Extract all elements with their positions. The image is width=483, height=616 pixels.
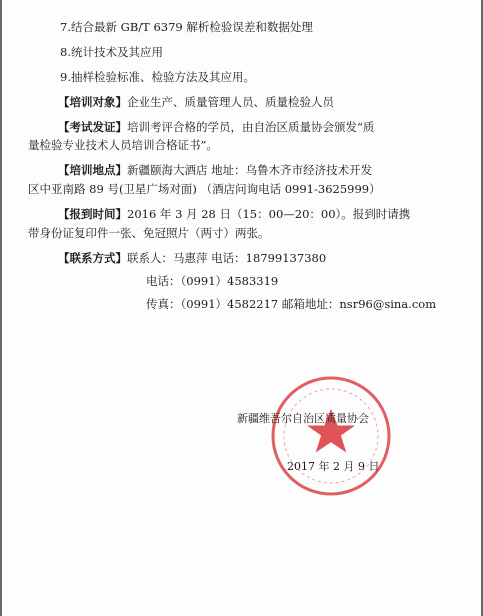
exam-cert-text-cont: 量检验专业技术人员培训合格证书”。 [28,138,218,152]
contact-person: 联系人：马惠萍 电话：18799137380 [127,251,327,265]
signup-time-heading: 【报到时间】 [58,207,127,221]
signup-time-line [58,206,410,222]
item-9: 9.抽样检验标准、检验方法及其应用。 [60,70,255,84]
contact-heading: 【联系方式】 [58,251,127,265]
official-seal [267,372,395,500]
training-target-text: 企业生产、质量管理人员、质量检验人员 [127,95,334,109]
issue-date: 2017 年 2 月 9 日 [287,460,380,473]
signup-time-text-cont: 带身份证复印件一张、免冠照片（两寸）两张。 [28,226,270,240]
training-location-heading: 【培训地点】 [58,163,127,177]
contact-phone: 电话：（0991）4583319 [146,274,279,288]
training-target-heading: 【培训对象】 [58,95,127,109]
issuing-organization: 新疆维吾尔自治区质量协会 [237,412,369,425]
contact-line [58,250,326,266]
training-location-text-cont: 区中亚南路 89 号(卫星广场对面) （酒店问询电话 0991-3625999） [28,182,381,196]
item-8: 8.统计技术及其应用 [60,45,163,59]
signup-time-text: 2016 年 3 月 28 日（15：00—20：00）。报到时请携 [127,207,411,221]
contact-fax-email: 传真：（0991）4582217 邮箱地址：nsr96@sina.com [146,297,437,311]
exam-cert-heading: 【考试发证】 [58,120,127,134]
item-7: 7.结合最新 GB/T 6379 解析检验误差和数据处理 [60,20,313,34]
exam-cert-text: 培训考评合格的学员，由自治区质量协会颁发“质 [127,120,375,134]
training-target-line [58,94,334,110]
training-location-text: 新疆颐海大酒店 地址：乌鲁木齐市经济技术开发 [127,163,373,177]
left-page-edge [0,0,2,616]
exam-cert-line [58,119,374,135]
training-location-line [58,162,372,178]
